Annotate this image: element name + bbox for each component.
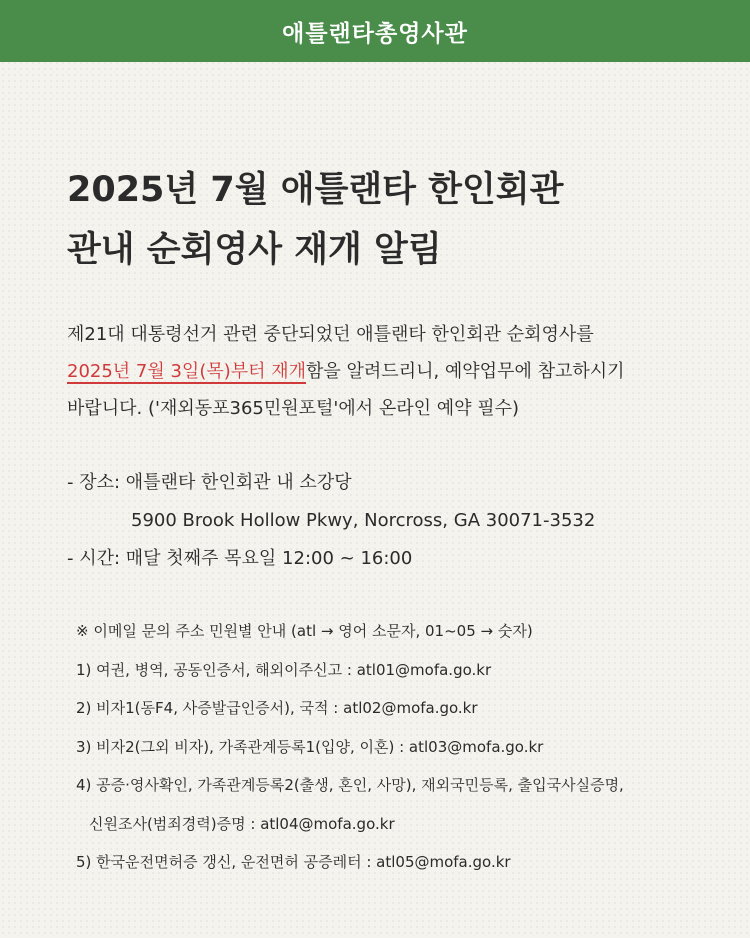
email-item-3: 3) 비자2(그외 비자), 가족관계등록1(입양, 이혼) : atl03@mofa.go.kr bbox=[76, 737, 544, 756]
headline-line-1: 2025년 7월 애틀랜타 한인회관 bbox=[67, 170, 564, 210]
headline-line-2: 관내 순회영사 재개 알림 bbox=[67, 230, 442, 270]
info-section bbox=[67, 464, 595, 578]
email-item-1: 1) 여권, 병역, 공동인증서, 해외이주신고 : atl01@mofa.go.kr bbox=[76, 660, 492, 679]
intro-line-3: 바랍니다. ('재외동포365민원포털'에서 온라인 예약 필수) bbox=[67, 398, 520, 419]
email-item-4-continued: 신원조사(범죄경력)증명 : atl04@mofa.go.kr bbox=[89, 814, 395, 833]
email-item-4: 4) 공증·영사확인, 가족관계등록2(출생, 혼인, 사망), 재외국민등록, 출입국사실증명, bbox=[76, 776, 624, 794]
notice-headline bbox=[67, 160, 563, 280]
intro-line-1: 제21대 대통령선거 관련 중단되었던 애틀랜타 한인회관 순회영사를 bbox=[67, 324, 594, 345]
place-line: - 장소: 애틀랜타 한인회관 내 소강당 bbox=[67, 472, 352, 493]
time-line: - 시간: 매달 첫째주 목요일 12:00 ~ 16:00 bbox=[67, 548, 413, 569]
resume-date-highlight: 2025년 7월 3일(목)부터 재개 bbox=[67, 361, 307, 382]
intro-line-2 bbox=[67, 353, 707, 390]
header-title: 애틀랜타총영사관 bbox=[282, 20, 468, 47]
email-item-2: 2) 비자1(동F4, 사증발급인증서), 국적 : atl02@mofa.go.kr bbox=[76, 699, 478, 717]
email-contact-section bbox=[76, 612, 624, 882]
intro-line-2-rest: 함을 알려드리니, 예약업무에 참고하시기 bbox=[306, 361, 625, 382]
email-item-5: 5) 한국운전면허증 갱신, 운전면허 공증레터 : atl05@mofa.go.kr bbox=[76, 853, 511, 871]
header-bar bbox=[0, 0, 750, 62]
intro-paragraph bbox=[67, 316, 707, 427]
email-note: ※ 이메일 문의 주소 민원별 안내 (atl → 영어 소문자, 01~05 → 숫자) bbox=[76, 622, 533, 640]
address-line: 5900 Brook Hollow Pkwy, Norcross, GA 30071-3532 bbox=[131, 510, 596, 531]
